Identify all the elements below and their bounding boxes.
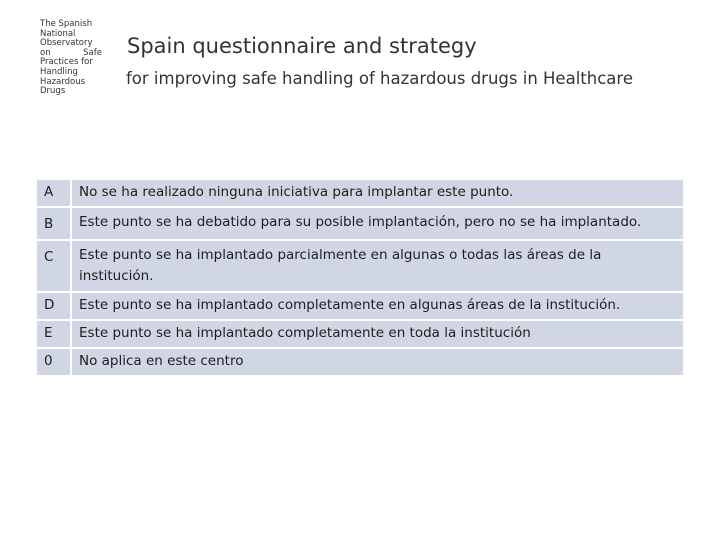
option-description: Este punto se ha implantado parcialmente en algunas o todas las áreas de la institución.	[79, 247, 602, 284]
option-row-d	[37, 293, 683, 319]
logo-text-line: Drugs	[40, 86, 66, 97]
option-description: Este punto se ha implantado completamente en toda la institución	[79, 325, 531, 341]
page-title: Spain questionnaire and strategy	[127, 34, 477, 58]
logo-text-line: Observatory	[40, 38, 93, 49]
option-row-0	[37, 349, 683, 375]
logo-text-line: on Safe	[40, 47, 102, 58]
logo-text-line: National	[40, 28, 76, 39]
option-code: D	[37, 293, 72, 319]
response-options-table	[37, 180, 683, 377]
logo-text-line: Practices for	[40, 57, 93, 68]
option-row-a	[37, 180, 683, 206]
option-code: E	[37, 321, 72, 347]
option-row-b	[37, 208, 683, 239]
option-code: B	[37, 208, 72, 239]
option-description: Este punto se ha implantado completamente en algunas áreas de la institución.	[79, 297, 621, 313]
option-description: No se ha realizado ninguna iniciativa para implantar este punto.	[79, 184, 514, 200]
logo-text-line: Hazardous	[40, 76, 86, 87]
option-code: A	[37, 180, 72, 206]
logo-text-line: The Spanish	[40, 19, 93, 29]
organization-logo	[40, 20, 102, 97]
option-row-e	[37, 321, 683, 347]
page-subtitle: for improving safe handling of hazardous drugs in Healthcare	[126, 69, 633, 88]
logo-text-line: Handling	[40, 66, 78, 77]
option-row-c	[37, 241, 683, 291]
option-description: Este punto se ha debatido para su posible implantación, pero no se ha implantado.	[79, 214, 642, 230]
option-code: 0	[37, 349, 72, 375]
option-description: No aplica en este centro	[79, 353, 244, 369]
option-code: C	[37, 241, 72, 291]
